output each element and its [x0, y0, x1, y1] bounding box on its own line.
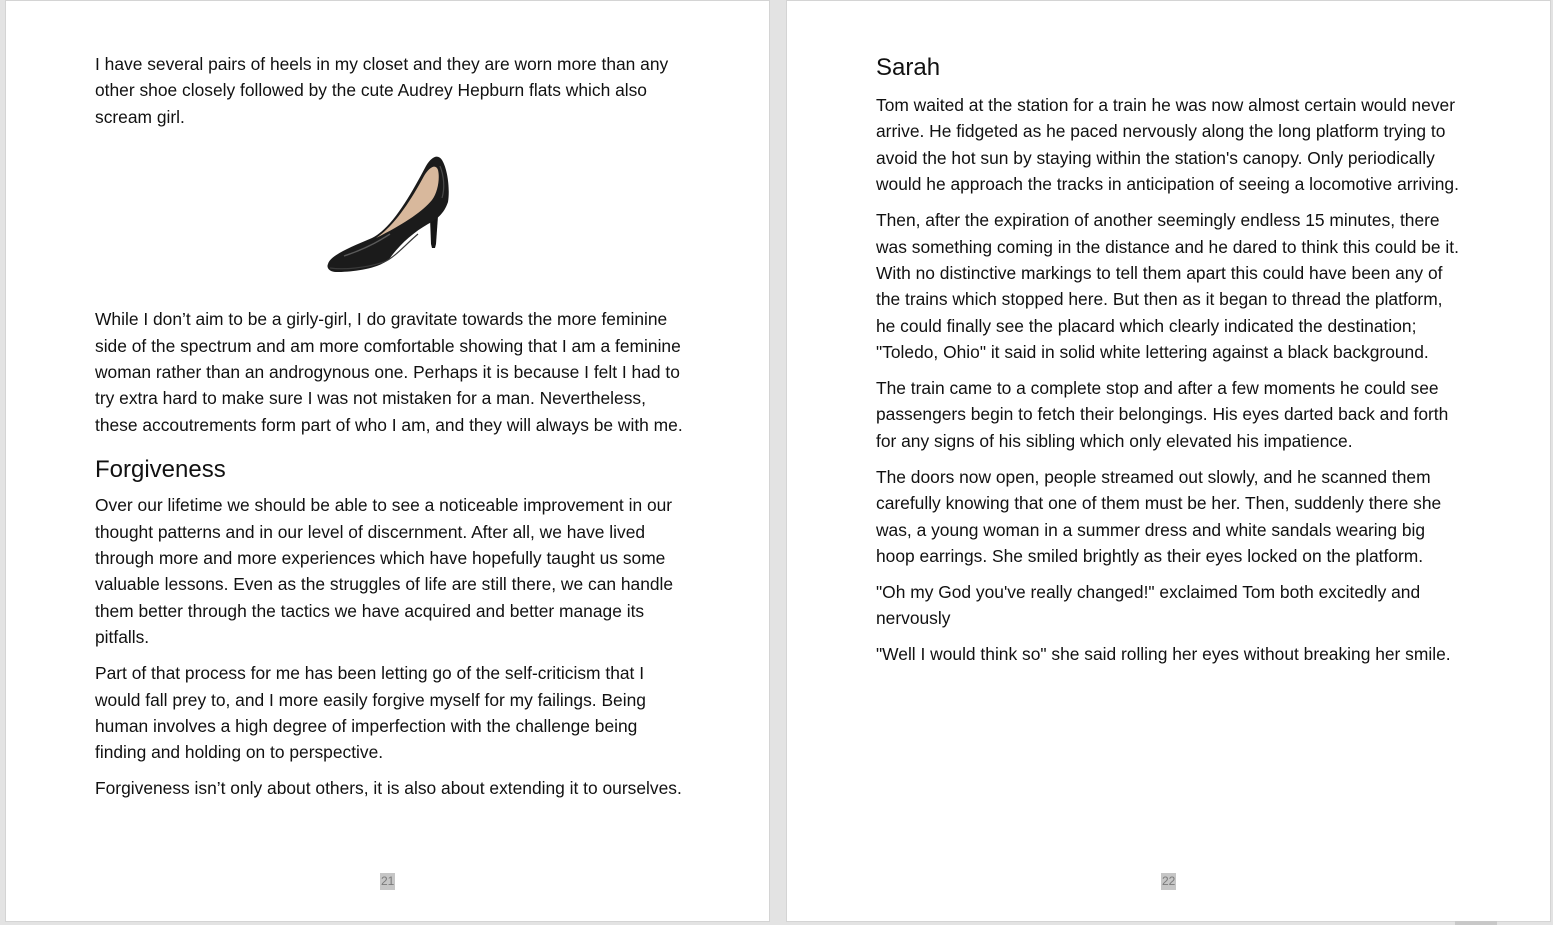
section-heading: Sarah [876, 54, 941, 81]
black-high-heel-shoe [314, 140, 466, 292]
paragraph: Tom waited at the station for a train he was now almost certain would never arrive. He fidgeted as he paced nervously along the long platform trying to avoid the hot sun by staying within the station's canopy. Only periodically would he approach the tracks in anticipation of seeing a locomotive arriving. [876, 95, 1459, 195]
paragraph: While I don’t aim to be a girly-girl, I do gravitate towards the more feminine side of the spectrum and am more comfortable showing that I am a feminine woman rather than an androgynous one. Perhaps it is because I felt I had to try extra hard to make sure I was not mistaken for a man. Nevertheless, these accoutrements form part of who I am, and they will always be with me. [95, 309, 683, 435]
page-22[interactable] [787, 1, 1550, 921]
shoe-image[interactable] [95, 140, 685, 292]
horizontal-scrollbar-thumb[interactable] [1455, 921, 1497, 925]
paragraph: "Well I would think so" she said rolling her eyes without breaking her smile. [876, 644, 1451, 665]
paragraph: Over our lifetime we should be able to see a noticeable improvement in our thought patterns and in our level of discernment. After all, we have lived through more and more experiences which have hopefully taught us some valuable lessons. Even as the struggles of life are still there, we can handle them better through the tactics we have acquired and better manage its pitfalls. [95, 495, 674, 648]
paragraph: I have several pairs of heels in my closet and they are worn more than any other shoe closely followed by the cute Audrey Hepburn flats which also scream girl. [95, 54, 669, 127]
page-22-body [876, 52, 1466, 677]
paragraph: Forgiveness isn’t only about others, it is also about extending it to ourselves. [95, 778, 682, 799]
section-heading: Forgiveness [95, 456, 226, 484]
paragraph: "Oh my God you've really changed!" exclaimed Tom both excitedly and nervously [876, 581, 1421, 629]
page-21-body [95, 51, 685, 811]
page-number: 22 [1162, 874, 1176, 888]
paragraph: Then, after the expiration of another seemingly endless 15 minutes, there was something coming in the distance and he dared to think this could be it. With no distinctive markings to tell them apart this could have been any of the trains which stopped here. But then as it began to thread the platform, he could finally see the placard which clearly indicated the destination; "Toledo, Ohio" it said in solid white lettering against a black background. [876, 210, 1459, 363]
paragraph: The train came to a complete stop and after a few moments he could see passengers begin to fetch their belongings. His eyes darted back and forth for any signs of his sibling which only elevated his impatience. [876, 378, 1449, 451]
page-21[interactable] [6, 1, 769, 921]
page-number: 21 [381, 874, 395, 888]
paragraph: Part of that process for me has been letting go of the self-criticism that I would fall prey to, and I more easily forgive myself for my failings. Being human involves a high degree of imperfection with the challenge being finding and holding on to perspective. [95, 663, 646, 763]
paragraph: The doors now open, people streamed out slowly, and he scanned them carefully knowing that one of them must be her. Then, suddenly there she was, a young woman in a summer dress and white sandals wearing big hoop earrings. She smiled brightly as their eyes locked on the platform. [876, 466, 1442, 566]
